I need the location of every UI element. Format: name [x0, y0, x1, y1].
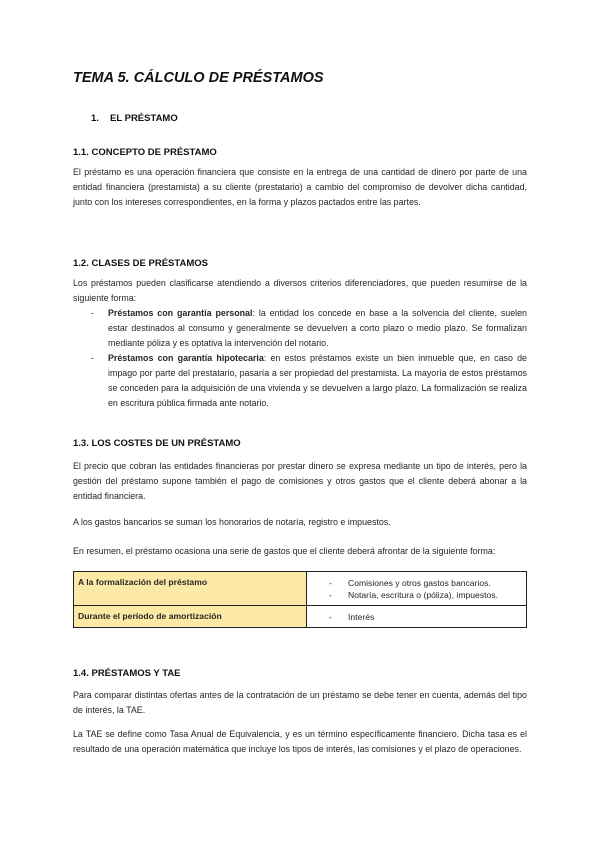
document-title: TEMA 5. CÁLCULO DE PRÉSTAMOS: [73, 70, 324, 86]
item-dash: -: [329, 590, 332, 600]
item-dash: -: [329, 612, 332, 622]
paragraph-costes-2: A los gastos bancarios se suman los honorarios de notaría, registro e impuestos.: [73, 517, 391, 527]
table-row-label: Durante el período de amortización: [74, 606, 307, 628]
paragraph-costes-1: El precio que cobran las entidades financieras por prestar dinero se expresa mediante un tipo de interés, pero la gestión del préstamo supone también el pago de comisiones y otros gastos que el cliente deberá abonar a la entidad financiera.: [73, 461, 527, 501]
bullet-list-clases: [91, 306, 527, 411]
list-item: [91, 351, 527, 411]
item-text: Interés: [348, 612, 375, 622]
bullet-dash: -: [91, 353, 94, 363]
item-dash: -: [329, 578, 332, 588]
costs-table: [73, 571, 527, 628]
table-row: [74, 572, 527, 606]
heading-concepto: 1.1. CONCEPTO DE PRÉSTAMO: [73, 147, 217, 158]
heading-clases: 1.2. CLASES DE PRÉSTAMOS: [73, 258, 208, 269]
bullet-bold-term: Préstamos con garantía personal: [108, 308, 253, 318]
table-row-items: [307, 606, 527, 628]
item-text: Comisiones y otros gastos bancarios.: [348, 578, 491, 588]
paragraph-tae-2: La TAE se define como Tasa Anual de Equivalencia, y es un término específicamente financiero. Dicha tasa es el resultado de una operación matemática que incluye los tipos de interés, las comisiones y el plazo de operaciones.: [73, 729, 527, 754]
paragraph-costes-3: En resumen, el préstamo ocasiona una serie de gastos que el cliente deberá afrontar de la siguiente forma:: [73, 546, 496, 556]
list-item: [329, 611, 522, 623]
bullet-text: : la entidad los concede en base a la solvencia del cliente, suelen estar destinados al consumo y generalmente se devuelven a corto plazo o medio plazo. Se formalizan mediante póliza y es optativa la intervención del notario.: [108, 308, 527, 348]
heading-costes: 1.3. LOS COSTES DE UN PRÉSTAMO: [73, 438, 241, 449]
paragraph-tae-1: Para comparar distintas ofertas antes de la contratación de un préstamo se debe tener en cuenta, además del tipo de interés, la TAE.: [73, 690, 527, 715]
table-row-items: [307, 572, 527, 606]
table-row-label: A la formalización del préstamo: [74, 572, 307, 606]
list-item: [329, 577, 522, 589]
item-text: Notaría, escritura o (póliza), impuestos.: [348, 590, 498, 600]
paragraph-concepto: El préstamo es una operación financiera que consiste en la entrega de una cantidad de dinero por parte de una entidad financiera (prestamista) a su cliente (prestatario) a cambio del compromiso de devolver dicha cantidad, junto con los intereses correspondientes, en la forma y plazos pactados entre las partes.: [73, 167, 527, 207]
section-title: EL PRÉSTAMO: [110, 113, 178, 124]
bullet-dash: -: [91, 308, 94, 318]
section-heading-1: [91, 113, 178, 124]
list-item: [329, 589, 522, 601]
bullet-bold-term: Préstamos con garantía hipotecaria: [108, 353, 264, 363]
paragraph-clases-intro: Los préstamos pueden clasificarse atendiendo a diversos criterios diferenciadores, que pueden resumirse de la siguiente forma:: [73, 278, 527, 303]
heading-tae: 1.4. PRÉSTAMOS Y TAE: [73, 668, 181, 679]
bullet-text: : en estos préstamos existe un bien inmueble que, en caso de impago por parte del prestatario, pasaría a ser propiedad del prestamista. La mayoría de estos préstamos se conceden para la adquisición de una vivienda y se devuelven a largo plazo. La formalización se realiza en escritura pública firmada ante notario.: [108, 353, 527, 408]
list-item: [91, 306, 527, 351]
section-number: 1.: [91, 113, 99, 124]
table-row: [74, 606, 527, 628]
